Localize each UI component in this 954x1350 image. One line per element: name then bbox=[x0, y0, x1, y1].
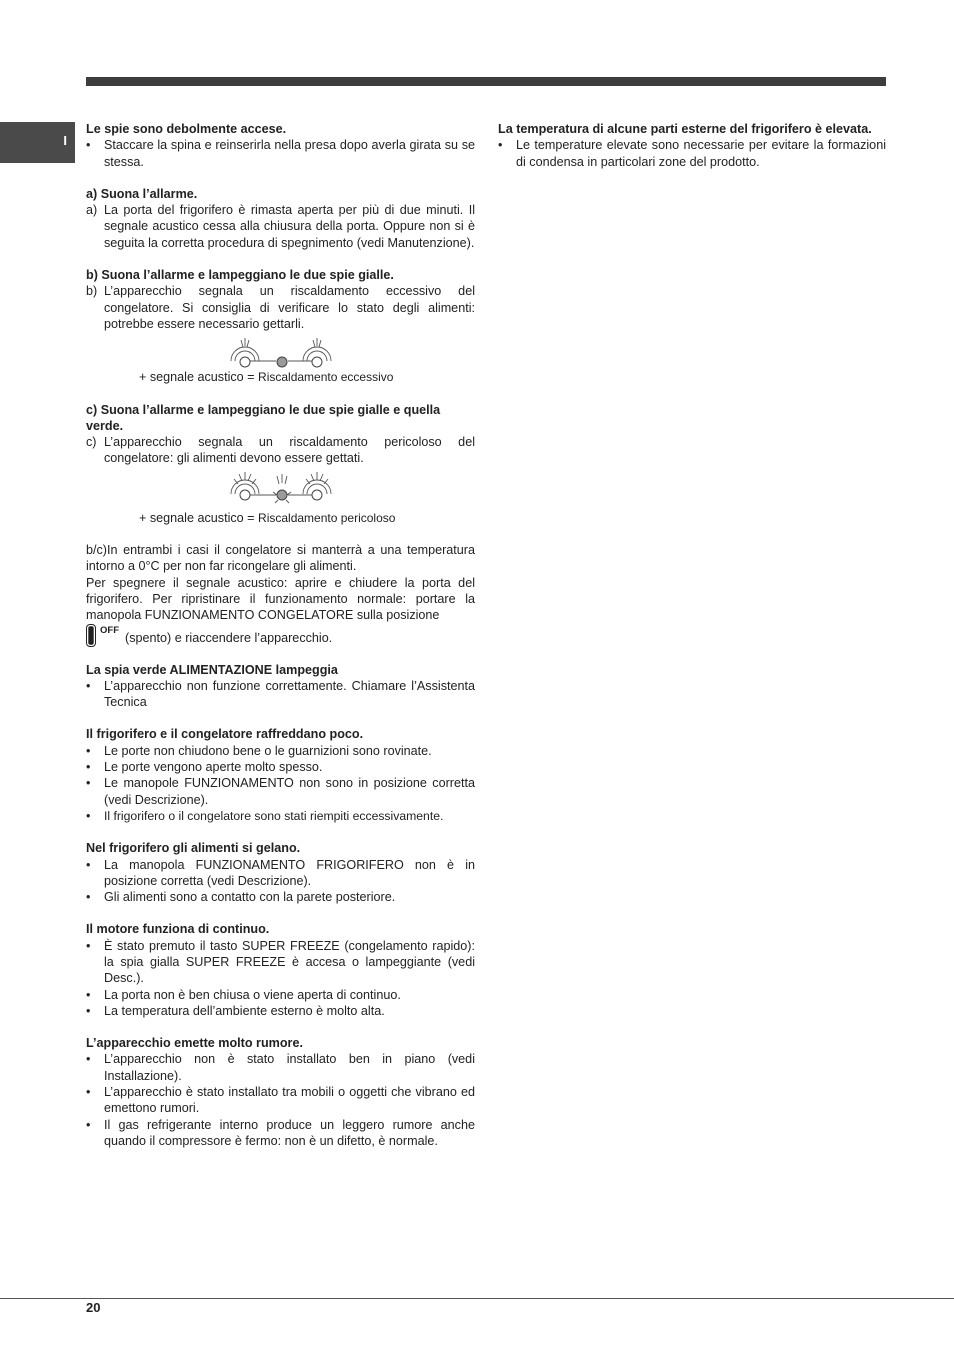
list-item bbox=[86, 1051, 475, 1084]
paragraph-tail: (spento) e riaccendere l’apparecchio. bbox=[125, 630, 333, 645]
language-tab bbox=[0, 122, 75, 163]
list-item-text: Gli alimenti sono a contatto con la parete posteriore. bbox=[104, 890, 396, 905]
bullet: • bbox=[86, 1003, 91, 1018]
section-title: La temperatura di alcune parti esterne del frigorifero è elevata. bbox=[498, 122, 872, 136]
bullet: • bbox=[86, 808, 91, 823]
caption-meaning: Riscaldamento pericoloso bbox=[258, 510, 396, 525]
section-allarme-b bbox=[86, 267, 475, 385]
bullet-list bbox=[86, 137, 475, 170]
section-title: La spia verde ALIMENTAZIONE lampeggia bbox=[86, 662, 338, 677]
three-lights-flashing-icon bbox=[221, 470, 341, 510]
bullet: • bbox=[86, 890, 91, 905]
bullet-list bbox=[498, 137, 886, 170]
caption-meaning: Riscaldamento eccessivo bbox=[258, 370, 394, 385]
list-item bbox=[86, 434, 475, 467]
bullet: • bbox=[86, 760, 91, 775]
bullet: • bbox=[86, 938, 91, 953]
section-temperatura-esterna bbox=[498, 121, 886, 170]
list-item-text: Le temperature elevate sono necessarie per evitare la formazioni di condensa in particolari zone del prodotto. bbox=[516, 138, 886, 169]
bullet: • bbox=[86, 1085, 91, 1100]
list-item-text: È stato premuto il tasto SUPER FREEZE (congelamento rapido): la spia gialla SUPER FREEZE è accesa o lampeggiante (vedi Desc.). bbox=[104, 938, 475, 986]
section-title: L’apparecchio emette molto rumore. bbox=[86, 1036, 303, 1051]
right-column bbox=[498, 121, 886, 186]
bullet: • bbox=[86, 1052, 91, 1067]
list-item bbox=[86, 857, 475, 890]
section-spie-deboli bbox=[86, 121, 475, 170]
section-title: Il motore funziona di continuo. bbox=[86, 922, 270, 937]
list-item bbox=[86, 283, 475, 332]
indicator-lights-figure-c bbox=[86, 470, 475, 510]
bullet: • bbox=[498, 138, 503, 153]
list-item-text: Il frigorifero o il congelatore sono stati riempiti eccessivamente. bbox=[104, 808, 444, 823]
section-title: Nel frigorifero gli alimenti si gelano. bbox=[86, 841, 301, 856]
list-item bbox=[86, 743, 475, 759]
off-label: OFF bbox=[100, 624, 119, 636]
section-spia-verde bbox=[86, 662, 475, 711]
section-title: Il frigorifero e il congelatore raffreddano poco. bbox=[86, 727, 364, 742]
list-item bbox=[498, 137, 886, 170]
list-item-text: Le porte vengono aperte molto spesso. bbox=[104, 760, 323, 775]
lettered-list bbox=[86, 283, 475, 332]
list-item bbox=[86, 1084, 475, 1117]
list-item-text: Il gas refrigerante interno produce un leggero rumore anche quando il compressore è fermo: non è un difetto, è normale. bbox=[104, 1117, 475, 1148]
bullet-list bbox=[86, 1051, 475, 1149]
section-title: b) Suona l’allarme e lampeggiano le due spie gialle. bbox=[86, 268, 394, 283]
bullet: • bbox=[86, 138, 91, 153]
list-marker: b) bbox=[86, 284, 98, 299]
section-rumore bbox=[86, 1035, 475, 1149]
paragraph: b/c)In entrambi i casi il congelatore si manterrà a una temperatura intorno a 0°C per non far ricongelare gli alimenti. bbox=[86, 543, 475, 574]
page-number: 20 bbox=[86, 1300, 101, 1315]
section-allarme-a bbox=[86, 186, 475, 251]
left-column bbox=[86, 121, 475, 1165]
list-item-text: L’apparecchio segnala un riscaldamento eccessivo del congelatore. Si consiglia di verificare lo stato degli alimenti: potrebbe essere necessario gettarli. bbox=[104, 284, 475, 331]
header-bar bbox=[86, 77, 886, 86]
section-title: c) Suona l’allarme e lampeggiano le due spie gialle e quella verde. bbox=[86, 402, 441, 433]
lettered-list bbox=[86, 202, 475, 251]
bullet-list bbox=[86, 938, 475, 1019]
section-title: a) Suona l’allarme. bbox=[86, 186, 198, 201]
bullet-list bbox=[86, 857, 475, 906]
list-item bbox=[86, 987, 475, 1003]
caption-prefix: + segnale acustico = bbox=[139, 510, 259, 525]
bullet: • bbox=[86, 743, 91, 758]
list-item bbox=[86, 137, 475, 170]
list-item-text: Le manopole FUNZIONAMENTO non sono in posizione corretta (vedi Descrizione). bbox=[104, 776, 475, 807]
lettered-list bbox=[86, 434, 475, 467]
list-item-text: L’apparecchio non funzione correttamente. Chiamare l’Assistenta Tecnica bbox=[104, 678, 475, 710]
list-item bbox=[86, 889, 475, 905]
two-yellow-lights-flashing-icon bbox=[221, 335, 341, 369]
figure-caption bbox=[86, 510, 475, 526]
list-item-text: La manopola FUNZIONAMENTO FRIGORIFERO non è in posizione corretta (vedi Descrizione). bbox=[104, 857, 475, 888]
paragraph: Per spegnere il segnale acustico: aprire e chiudere la porta del frigorifero. Per ripristinare il funzionamento normale: portare la manopola FUNZIONAMENTO CONGELATORE sulla posizione bbox=[86, 575, 475, 623]
list-item bbox=[86, 1003, 475, 1019]
figure-caption bbox=[86, 369, 475, 385]
language-tab-label: I bbox=[63, 133, 67, 148]
list-item bbox=[86, 1117, 475, 1150]
list-item bbox=[86, 938, 475, 987]
list-item bbox=[86, 202, 475, 251]
bullet-list bbox=[86, 678, 475, 711]
list-item-text: La porta del frigorifero è rimasta aperta per più di due minuti. Il segnale acustico cessa alla chiusura della porta. Oppure non si è seguita la corretta procedura di spegnimento (vedi Manutenzione). bbox=[104, 203, 475, 250]
list-item bbox=[86, 775, 475, 808]
list-item-text: La temperatura dell’ambiente esterno è molto alta. bbox=[104, 1003, 385, 1018]
list-item-text: La porta non è ben chiusa o viene aperta di continuo. bbox=[104, 987, 401, 1002]
bullet: • bbox=[86, 1117, 91, 1132]
list-item-text: Le porte non chiudono bene o le guarnizioni sono rovinate. bbox=[104, 743, 432, 758]
section-alimenti-gelano bbox=[86, 840, 475, 905]
list-item bbox=[86, 808, 475, 824]
list-item-text: L’apparecchio è stato installato tra mobili o oggetti che vibrano ed emettono rumori. bbox=[104, 1085, 475, 1116]
off-position-line bbox=[86, 624, 475, 646]
footer-rule bbox=[0, 1298, 954, 1299]
bullet: • bbox=[86, 678, 91, 693]
caption-prefix: + segnale acustico = bbox=[139, 370, 259, 385]
section-allarme-c bbox=[86, 402, 475, 526]
list-item bbox=[86, 678, 475, 711]
section-motore-continuo bbox=[86, 921, 475, 1019]
indicator-lights-figure-b bbox=[86, 335, 475, 369]
list-item-text: L’apparecchio segnala un riscaldamento pericoloso del congelatore: gli alimenti devono essere gettati. bbox=[104, 435, 475, 466]
section-raffreddano-poco bbox=[86, 726, 475, 824]
bullet-list bbox=[86, 743, 475, 824]
bullet: • bbox=[86, 857, 91, 872]
list-item-text: L’apparecchio non è stato installato ben in piano (vedi Installazione). bbox=[104, 1052, 475, 1083]
list-item bbox=[86, 759, 475, 775]
section-bc-note bbox=[86, 542, 475, 645]
section-title: Le spie sono debolmente accese. bbox=[86, 122, 287, 136]
list-item-text: Staccare la spina e reinserirla nella presa dopo averla girata su se stessa. bbox=[104, 138, 475, 169]
bullet: • bbox=[86, 987, 91, 1002]
bullet: • bbox=[86, 776, 91, 791]
knob-off-icon bbox=[86, 624, 124, 648]
list-marker: a) bbox=[86, 203, 98, 218]
list-marker: c) bbox=[86, 435, 97, 450]
